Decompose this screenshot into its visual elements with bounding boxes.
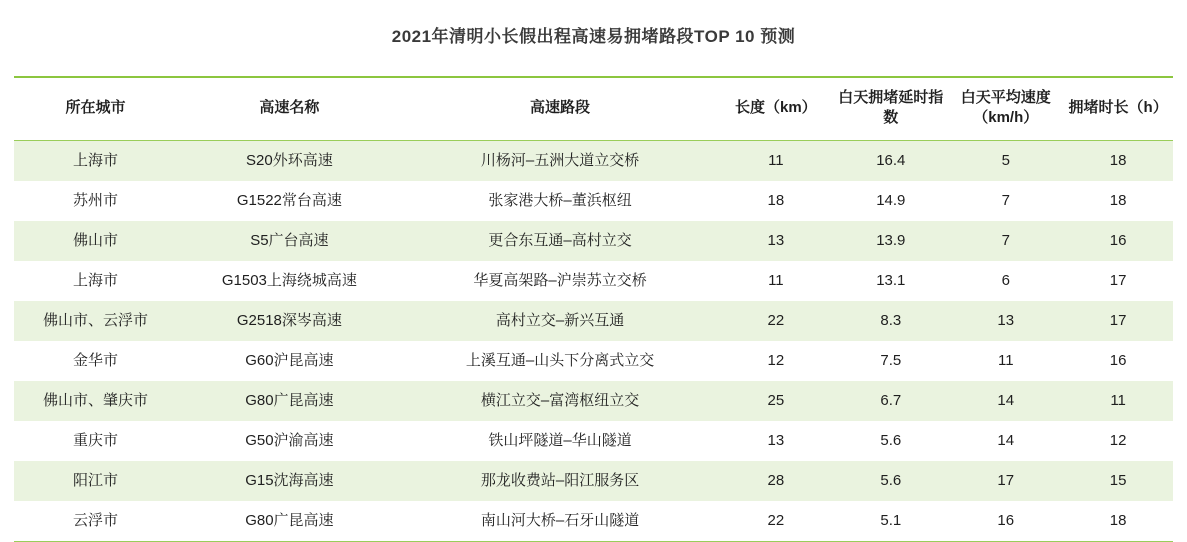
cell-highway-section: 南山河大桥–石牙山隧道 <box>402 501 719 542</box>
cell-average-speed: 14 <box>948 421 1063 461</box>
cell-average-speed: 6 <box>948 261 1063 301</box>
cell-city: 重庆市 <box>14 421 177 461</box>
cell-congestion-duration: 12 <box>1063 421 1173 461</box>
cell-length: 11 <box>718 261 833 301</box>
cell-highway-name: G50沪渝高速 <box>177 421 402 461</box>
cell-highway-section: 华夏高架路–沪崇苏立交桥 <box>402 261 719 301</box>
column-header-highway-section: 高速路段 <box>402 77 719 140</box>
cell-highway-section: 高村立交–新兴互通 <box>402 301 719 341</box>
cell-length: 12 <box>718 341 833 381</box>
cell-city: 佛山市、肇庆市 <box>14 381 177 421</box>
cell-highway-name: G1522常台高速 <box>177 181 402 221</box>
cell-average-speed: 14 <box>948 381 1063 421</box>
cell-length: 13 <box>718 421 833 461</box>
cell-city: 金华市 <box>14 341 177 381</box>
cell-highway-section: 上溪互通–山头下分离式立交 <box>402 341 719 381</box>
cell-congestion-index: 13.1 <box>833 261 948 301</box>
column-header-city: 所在城市 <box>14 77 177 140</box>
cell-average-speed: 11 <box>948 341 1063 381</box>
cell-city: 佛山市 <box>14 221 177 261</box>
cell-highway-name: G80广昆高速 <box>177 501 402 542</box>
cell-highway-name: G80广昆高速 <box>177 381 402 421</box>
cell-congestion-index: 14.9 <box>833 181 948 221</box>
column-header-daytime-average-speed: 白天平均速度（km/h） <box>948 77 1063 140</box>
cell-congestion-duration: 17 <box>1063 301 1173 341</box>
cell-highway-section: 铁山坪隧道–华山隧道 <box>402 421 719 461</box>
cell-congestion-duration: 11 <box>1063 381 1173 421</box>
table-row <box>14 421 1173 461</box>
column-header-highway-name: 高速名称 <box>177 77 402 140</box>
cell-highway-section: 川杨河–五洲大道立交桥 <box>402 140 719 181</box>
cell-length: 28 <box>718 461 833 501</box>
cell-congestion-index: 7.5 <box>833 341 948 381</box>
cell-length: 13 <box>718 221 833 261</box>
cell-congestion-duration: 17 <box>1063 261 1173 301</box>
cell-highway-section: 那龙收费站–阳江服务区 <box>402 461 719 501</box>
cell-average-speed: 13 <box>948 301 1063 341</box>
cell-city: 云浮市 <box>14 501 177 542</box>
cell-highway-name: G15沈海高速 <box>177 461 402 501</box>
table-row <box>14 140 1173 181</box>
column-header-congestion-duration: 拥堵时长（h） <box>1063 77 1173 140</box>
table-header-row <box>14 77 1173 140</box>
cell-congestion-duration: 18 <box>1063 501 1173 542</box>
cell-congestion-duration: 15 <box>1063 461 1173 501</box>
cell-highway-section: 横江立交–富湾枢纽立交 <box>402 381 719 421</box>
cell-highway-name: S5广台高速 <box>177 221 402 261</box>
table-row <box>14 301 1173 341</box>
table-row <box>14 381 1173 421</box>
cell-average-speed: 16 <box>948 501 1063 542</box>
cell-highway-name: G2518深岑高速 <box>177 301 402 341</box>
cell-average-speed: 17 <box>948 461 1063 501</box>
cell-congestion-duration: 18 <box>1063 140 1173 181</box>
cell-congestion-index: 5.6 <box>833 421 948 461</box>
cell-average-speed: 7 <box>948 221 1063 261</box>
table-row <box>14 501 1173 542</box>
cell-congestion-index: 16.4 <box>833 140 948 181</box>
congestion-table <box>14 76 1173 542</box>
cell-average-speed: 7 <box>948 181 1063 221</box>
column-header-length: 长度（km） <box>718 77 833 140</box>
cell-average-speed: 5 <box>948 140 1063 181</box>
table-row <box>14 341 1173 381</box>
cell-highway-name: G60沪昆高速 <box>177 341 402 381</box>
cell-length: 11 <box>718 140 833 181</box>
cell-congestion-index: 5.6 <box>833 461 948 501</box>
table-header <box>14 77 1173 140</box>
cell-congestion-duration: 18 <box>1063 181 1173 221</box>
table-row <box>14 181 1173 221</box>
table-body <box>14 140 1173 541</box>
cell-city: 上海市 <box>14 261 177 301</box>
cell-congestion-duration: 16 <box>1063 221 1173 261</box>
cell-city: 苏州市 <box>14 181 177 221</box>
cell-length: 22 <box>718 301 833 341</box>
column-header-daytime-congestion-index: 白天拥堵延时指数 <box>833 77 948 140</box>
cell-highway-name: S20外环高速 <box>177 140 402 181</box>
cell-length: 25 <box>718 381 833 421</box>
cell-highway-name: G1503上海绕城高速 <box>177 261 402 301</box>
cell-length: 18 <box>718 181 833 221</box>
page-title: 2021年清明小长假出程高速易拥堵路段TOP 10 预测 <box>391 27 796 46</box>
cell-length: 22 <box>718 501 833 542</box>
table-row <box>14 461 1173 501</box>
cell-highway-section: 更合东互通–高村立交 <box>402 221 719 261</box>
cell-highway-section: 张家港大桥–董浜枢纽 <box>402 181 719 221</box>
table-row <box>14 221 1173 261</box>
cell-city: 佛山市、云浮市 <box>14 301 177 341</box>
cell-city: 阳江市 <box>14 461 177 501</box>
cell-congestion-duration: 16 <box>1063 341 1173 381</box>
table-row <box>14 261 1173 301</box>
table-container <box>14 76 1173 542</box>
cell-congestion-index: 13.9 <box>833 221 948 261</box>
cell-city: 上海市 <box>14 140 177 181</box>
cell-congestion-index: 6.7 <box>833 381 948 421</box>
cell-congestion-index: 8.3 <box>833 301 948 341</box>
cell-congestion-index: 5.1 <box>833 501 948 542</box>
